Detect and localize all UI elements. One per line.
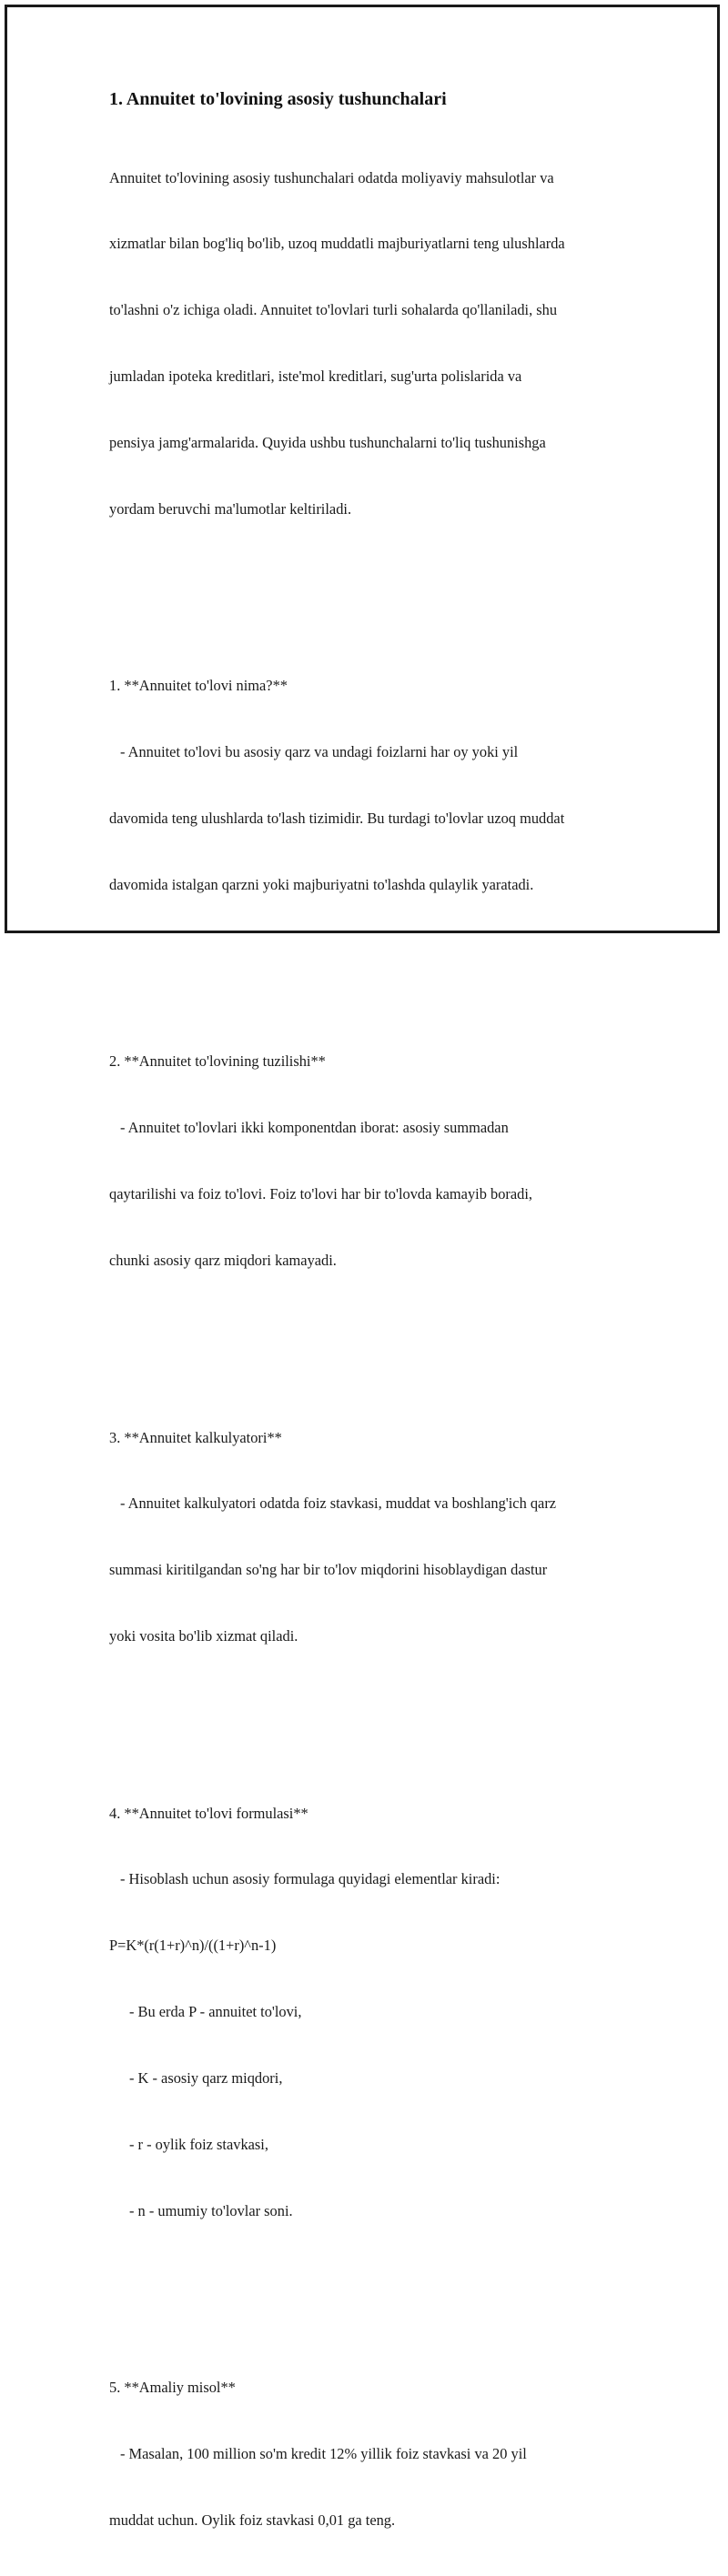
section-line: - Masalan, 100 million so'm kredit 12% yillik foiz stavkasi va 20 yil xyxy=(120,2445,527,2463)
document-body xyxy=(109,87,646,2576)
formula-item: - K - asosiy qarz miqdori, xyxy=(129,2069,283,2088)
paragraph-gap xyxy=(109,1338,646,1360)
section-heading-5: 5. **Amaliy misol** xyxy=(109,2379,236,2397)
intro-paragraph xyxy=(109,123,646,2576)
section-line: - Annuitet to'lovlari ikki komponentdan iborat: asosiy summadan xyxy=(120,1119,509,1137)
formula-item: - n - umumiy to'lovlar soni. xyxy=(129,2201,293,2219)
section-line: yoki vosita bo'lib xizmat qiladi. xyxy=(109,1627,298,1645)
section-line: chunki asosiy qarz miqdori kamayadi. xyxy=(109,1252,337,1270)
paragraph-gap xyxy=(109,962,646,984)
section-heading-1: 1. **Annuitet to'lovi nima?** xyxy=(109,677,288,695)
intro-line: pensiya jamg'armalarida. Quyida ushbu tushunchalarni to'liq tushunishga xyxy=(109,434,546,452)
page-frame xyxy=(5,5,720,2530)
formula-item: - r - oylik foiz stavkasi, xyxy=(129,2136,268,2154)
section-line: davomida istalgan qarzni yoki majburiyatni to'lashda qulaylik yaratadi. xyxy=(109,876,534,894)
section-line: davomida teng ulushlarda to'lash tizimidir. Bu turdagi to'lovlar uzoq muddat xyxy=(109,810,565,828)
formula-item: - Bu erda P - annuitet to'lovi, xyxy=(129,2003,302,2021)
section-line: - Annuitet kalkulyatori odatda foiz stavkasi, muddat va boshlang'ich qarz xyxy=(120,1494,557,1513)
section-heading-4: 4. **Annuitet to'lovi formulasi** xyxy=(109,1804,308,1822)
section-line: qaytarilishi va foiz to'lovi. Foiz to'lovi har bir to'lovda kamayib boradi, xyxy=(109,1185,532,1203)
section-heading-3: 3. **Annuitet kalkulyatori** xyxy=(109,1428,282,1446)
intro-line: to'lashni o'z ichiga oladi. Annuitet to'lovlari turli sohalarda qo'llaniladi, shu xyxy=(109,301,558,319)
intro-line: yordam beruvchi ma'lumotlar keltiriladi. xyxy=(109,500,352,518)
page-title: 1. Annuitet to'lovining asosiy tushunchalari xyxy=(109,89,447,109)
section-line: - Hisoblash uchun asosiy formulaga quyidagi elementlar kiradi: xyxy=(120,1870,500,1888)
section-line: muddat uchun. Oylik foiz stavkasi 0,01 ga teng. xyxy=(109,2511,396,2530)
formula-line: P=K*(r(1+r)^n)/((1+r)^n-1) xyxy=(109,1937,277,1955)
intro-line: xizmatlar bilan bog'liq bo'lib, uzoq muddatli majburiyatlarni teng ulushlarda xyxy=(109,235,565,253)
intro-line: jumladan ipoteka kreditlari, iste'mol kreditlari, sug'urta polislarida va xyxy=(109,367,522,386)
intro-line: Annuitet to'lovining asosiy tushunchalari odatda moliyaviy mahsulotlar va xyxy=(109,168,554,186)
section-line: summasi kiritilgandan so'ng har bir to'lov miqdorini hisoblaydigan dastur xyxy=(109,1561,548,1579)
paragraph-gap xyxy=(109,2289,646,2310)
section-heading-2: 2. **Annuitet to'lovining tuzilishi** xyxy=(109,1052,326,1071)
paragraph-gap xyxy=(109,1714,646,1736)
paragraph-gap xyxy=(109,587,646,609)
section-line: - Annuitet to'lovi bu asosiy qarz va undagi foizlarni har oy yoki yil xyxy=(120,743,519,761)
